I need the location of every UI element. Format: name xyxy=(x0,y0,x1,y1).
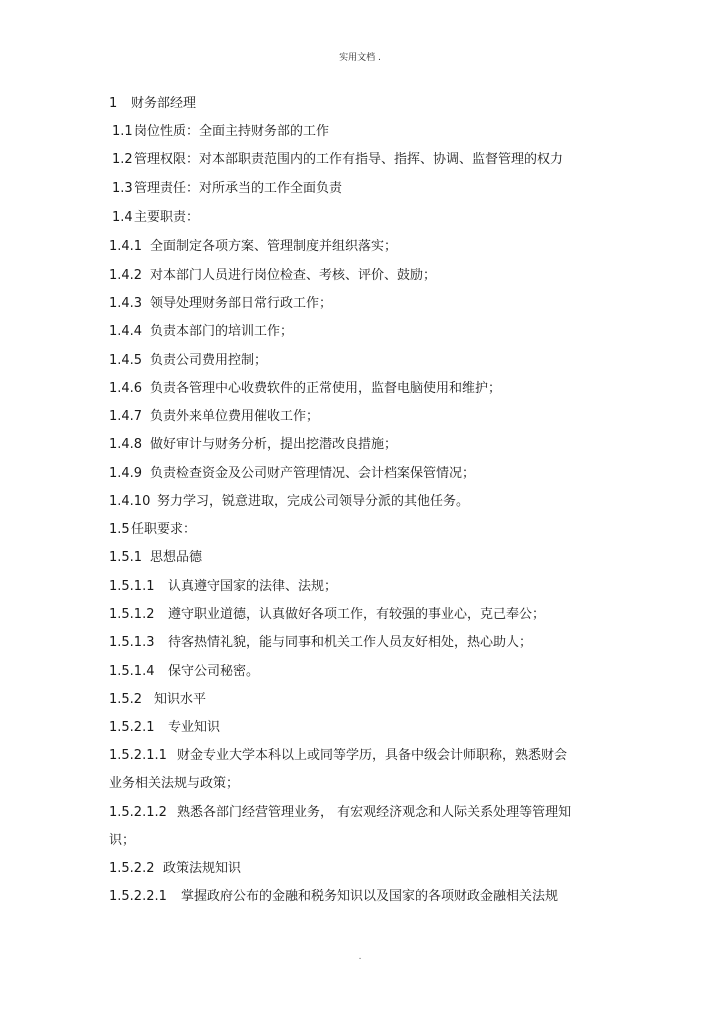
line-text: 努力学习，锐意进取，完成公司领导分派的其他任务。 xyxy=(157,494,470,509)
line-text: 熟悉各部门经营管理业务， 有宏观经济观念和人际关系处理等管理知 xyxy=(177,805,572,820)
line-number: 1.4.10 xyxy=(109,494,151,509)
line-number: 1.5.1.4 xyxy=(109,664,155,679)
line-text: 识； xyxy=(109,833,136,848)
line-number: 1.4.1 xyxy=(109,239,143,254)
line-number: 1.5.1.2 xyxy=(109,607,155,622)
line-number: 1.4.6 xyxy=(109,381,143,396)
line-number: 1.3 xyxy=(112,181,133,196)
line-text: 业务相关法规与政策； xyxy=(109,776,240,791)
line-text: 认真遵守国家的法律、法规； xyxy=(168,579,338,594)
line-number: 1 xyxy=(109,96,118,111)
line-text: 负责各管理中心收费软件的正常使用，监督电脑使用和维护； xyxy=(150,381,502,396)
page-header: 实用文档 . xyxy=(339,53,381,63)
line-number: 1.5.2.1.1 xyxy=(109,748,167,763)
line-text: 领导处理财务部日常行政工作； xyxy=(150,296,333,311)
line-number: 1.4.7 xyxy=(109,409,143,424)
line-number: 1.1 xyxy=(112,124,133,139)
line-text: 全面制定各项方案、管理制度并组织落实； xyxy=(150,239,398,254)
line-number: 1.5.1.1 xyxy=(109,579,155,594)
line-text: 待客热情礼貌，能与同事和机关工作人员友好相处，热心助人； xyxy=(168,635,533,650)
line-text: 主要职责： xyxy=(134,210,200,225)
line-text: 做好审计与财务分析，提出挖潜改良措施； xyxy=(150,437,398,452)
line-text: 思想品德 xyxy=(150,550,203,565)
line-number: 1.5.2.2.1 xyxy=(109,889,167,904)
line-text: 专业知识 xyxy=(168,720,221,735)
line-number: 1.5.2.2 xyxy=(109,861,155,876)
line-text: 岗位性质：全面主持财务部的工作 xyxy=(134,124,330,139)
line-text: 任职要求： xyxy=(131,522,197,537)
line-number: 1.5.2.1.2 xyxy=(109,805,167,820)
line-text: 遵守职业道德，认真做好各项工作，有较强的事业心，克己奉公； xyxy=(168,607,546,622)
line-text: 负责外来单位费用催收工作； xyxy=(150,409,320,424)
line-number: 1.4 xyxy=(112,210,133,225)
line-number: 1.2 xyxy=(112,152,133,167)
line-text: 负责公司费用控制； xyxy=(150,353,268,368)
line-text: 财金专业大学本科以上或同等学历，具备中级会计师职称，熟悉财会 xyxy=(177,748,568,763)
line-text: 保守公司秘密。 xyxy=(168,664,260,679)
line-number: 1.5 xyxy=(109,522,130,537)
line-number: 1.4.5 xyxy=(109,353,143,368)
line-number: 1.5.2.1 xyxy=(109,720,155,735)
line-number: 1.4.9 xyxy=(109,466,143,481)
line-text: 知识水平 xyxy=(154,692,207,707)
line-number: 1.4.3 xyxy=(109,296,143,311)
line-number: 1.4.4 xyxy=(109,324,143,339)
line-number: 1.4.2 xyxy=(109,268,143,283)
line-text: 管理权限：对本部职责范围内的工作有指导、指挥、协调、监督管理的权力 xyxy=(134,152,564,167)
line-number: 1.5.2 xyxy=(109,692,143,707)
page-footer: . xyxy=(358,952,362,962)
line-number: 1.5.1 xyxy=(109,550,143,565)
line-text: 掌握政府公布的金融和税务知识以及国家的各项财政金融相关法规 xyxy=(181,889,559,904)
line-text: 政策法规知识 xyxy=(163,861,242,876)
line-text: 对本部门人员进行岗位检查、考核、评价、鼓励； xyxy=(150,268,437,283)
line-text: 负责检查资金及公司财产管理情况、会计档案保管情况； xyxy=(150,466,476,481)
line-text: 财务部经理 xyxy=(131,96,197,111)
line-text: 负责本部门的培训工作； xyxy=(150,324,294,339)
line-number: 1.5.1.3 xyxy=(109,635,155,650)
line-text: 管理责任：对所承当的工作全面负责 xyxy=(134,181,343,196)
line-number: 1.4.8 xyxy=(109,437,143,452)
